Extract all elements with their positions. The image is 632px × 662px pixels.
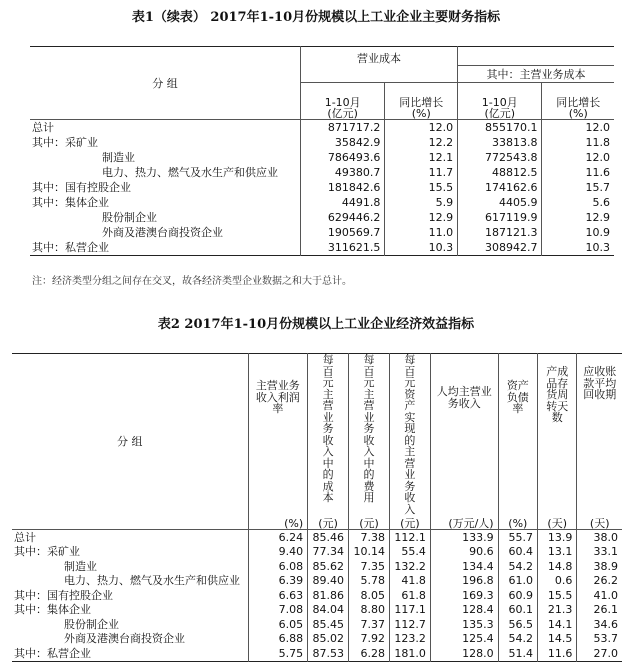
table1-row [30,150,614,165]
table2-group-header: 分 组 [117,435,143,448]
table-cell: 855170.1 [458,120,542,136]
table2-row [12,646,622,661]
table1-col-group-main-cost: 其中：主营业务成本 [458,66,614,83]
row-label: 其中：集体企业 [14,603,91,617]
table-cell: 169.3 [430,588,498,603]
table-cell: 4491.8 [301,195,385,210]
table2-unit: (天) [538,515,577,530]
table2-row [12,632,622,647]
table-cell: 871717.2 [301,120,385,136]
table-cell: 85.46 [308,530,349,545]
table-cell: 11.6 [542,165,614,180]
table-cell: 4405.9 [458,195,542,210]
table-cell: 13.1 [538,545,577,560]
table-cell: 181.0 [389,646,430,661]
table2-unit: (万元/人) [430,515,498,530]
row-label: 其中：采矿业 [14,545,80,559]
table-cell: 26.2 [577,574,622,589]
table2-header-per-capita: 人均主营业务收入 [430,354,498,516]
table-cell: 49380.7 [301,165,385,180]
table-cell: 8.05 [349,588,390,603]
table-cell: 6.28 [349,646,390,661]
table-cell: 54.2 [498,632,537,647]
table-cell: 89.40 [308,574,349,589]
table1-col-group-cost: 营业成本 [301,47,458,83]
table2-header-profit-rate: 主营业务收入利润率 [248,354,308,516]
table-cell: 14.1 [538,617,577,632]
table-cell: 77.34 [308,545,349,560]
row-label: 制造业 [102,151,135,164]
table-cell: 5.78 [349,574,390,589]
table-cell: 181842.6 [301,180,385,195]
row-label: 其中：私营企业 [14,646,91,660]
table-cell: 5.6 [542,195,614,210]
table-cell: 53.7 [577,632,622,647]
table-cell: 6.63 [248,588,308,603]
table-cell: 85.02 [308,632,349,647]
table-cell: 87.53 [308,646,349,661]
table1-note: 注：经济类型分组之间存在交叉，故各经济类型企业数据之和大于总计。 [32,276,352,287]
table-cell: 61.8 [389,588,430,603]
table2-row [12,545,622,560]
table1 [30,46,614,256]
row-label: 其中：集体企业 [32,196,109,209]
table-cell: 11.7 [385,165,458,180]
table-cell: 26.1 [577,603,622,618]
table-cell: 15.7 [542,180,614,195]
row-label: 其中：国有控股企业 [14,588,113,602]
table1-row [30,180,614,195]
table-cell: 196.8 [430,574,498,589]
table-cell: 10.9 [542,225,614,240]
table-cell: 55.4 [389,545,430,560]
table-cell: 84.04 [308,603,349,618]
table1-group-header: 分 组 [152,76,178,90]
table-cell: 60.9 [498,588,537,603]
table-cell: 8.80 [349,603,390,618]
table2-row [12,559,622,574]
table1-row [30,135,614,150]
table-cell: 14.5 [538,632,577,647]
table2-row [12,574,622,589]
table-cell: 629446.2 [301,210,385,225]
table-cell: 15.5 [538,588,577,603]
table2-unit: (%) [498,515,537,530]
table-cell: 133.9 [430,530,498,545]
table-cell: 174162.6 [458,180,542,195]
table2-unit: (天) [577,515,622,530]
table-cell: 6.08 [248,559,308,574]
table-cell: 10.3 [542,240,614,256]
table-cell: 33813.8 [458,135,542,150]
table2-header-asset-revenue: 每百元资产实现的主营业务收入 [389,354,430,516]
table2-row [12,588,622,603]
table-cell: 41.8 [389,574,430,589]
table-cell: 35842.9 [301,135,385,150]
table1-row [30,210,614,225]
table-cell: 12.0 [542,150,614,165]
table2-header-expense: 每百元主营业务收入中的费用 [349,354,390,516]
table2-unit: (元) [308,515,349,530]
table-cell: 56.5 [498,617,537,632]
table-cell: 33.1 [577,545,622,560]
table-cell: 6.24 [248,530,308,545]
row-label: 外商及港澳台商投资企业 [102,226,223,239]
table-cell: 27.0 [577,646,622,661]
table-cell: 5.75 [248,646,308,661]
table2 [12,353,622,662]
table-cell: 12.1 [385,150,458,165]
table-cell: 90.6 [430,545,498,560]
row-label: 总计 [14,530,36,544]
table-cell: 61.0 [498,574,537,589]
table-cell: 11.0 [385,225,458,240]
table-cell: 772543.8 [458,150,542,165]
table-cell: 0.6 [538,574,577,589]
table-cell: 311621.5 [301,240,385,256]
table-cell: 7.37 [349,617,390,632]
table-cell: 132.2 [389,559,430,574]
table-cell: 15.5 [385,180,458,195]
table-cell: 786493.6 [301,150,385,165]
table-cell: 11.8 [542,135,614,150]
table-cell: 6.39 [248,574,308,589]
table2-row [12,530,622,545]
table1-row [30,240,614,256]
table-cell: 190569.7 [301,225,385,240]
table-cell: 187121.3 [458,225,542,240]
table1-header-1-10: 1-10月 (亿元) [301,83,385,120]
row-label: 其中：采矿业 [32,136,98,149]
table1-row [30,120,614,136]
table-cell: 34.6 [577,617,622,632]
table2-title: 表2 2017年1-10月份规模以上工业企业经济效益指标 [157,317,475,332]
table-cell: 7.92 [349,632,390,647]
table-cell: 7.35 [349,559,390,574]
table-cell: 12.0 [542,120,614,136]
table1-header-growth-b: 同比增长 (%) [542,83,614,120]
table1-row [30,165,614,180]
row-label: 其中：私营企业 [32,241,109,254]
table-cell: 85.45 [308,617,349,632]
table-cell: 617119.9 [458,210,542,225]
table-cell: 51.4 [498,646,537,661]
table2-header-debt-ratio: 资产负债率 [498,354,537,516]
table1-header-1-10-b: 1-10月 (亿元) [458,83,542,120]
table-cell: 135.3 [430,617,498,632]
table-cell: 12.9 [542,210,614,225]
table-cell: 10.3 [385,240,458,256]
table-cell: 55.7 [498,530,537,545]
table-cell: 60.1 [498,603,537,618]
table-cell: 9.40 [248,545,308,560]
table-cell: 5.9 [385,195,458,210]
table-cell: 12.9 [385,210,458,225]
row-label: 总计 [32,121,54,134]
table-cell: 134.4 [430,559,498,574]
table-cell: 81.86 [308,588,349,603]
table-cell: 128.4 [430,603,498,618]
table2-header-receivable-days: 应收账款平均回收期 [577,354,622,516]
table2-unit: (元) [389,515,430,530]
table1-header-growth: 同比增长 (%) [385,83,458,120]
table-cell: 112.1 [389,530,430,545]
row-label: 股份制企业 [64,617,119,631]
table1-row [30,225,614,240]
table-cell: 10.14 [349,545,390,560]
row-label: 股份制企业 [102,211,157,224]
row-label: 制造业 [64,559,97,573]
table-cell: 308942.7 [458,240,542,256]
table2-row [12,617,622,632]
table2-header-inventory-days: 产成品存货周转天数 [538,354,577,516]
row-label: 外商及港澳台商投资企业 [64,632,185,646]
table-cell: 14.8 [538,559,577,574]
row-label: 其中：国有控股企业 [32,181,131,194]
table-cell: 21.3 [538,603,577,618]
table2-header-cost: 每百元主营业务收入中的成本 [308,354,349,516]
table-cell: 7.08 [248,603,308,618]
table-cell: 38.0 [577,530,622,545]
row-label: 电力、热力、燃气及水生产和供应业 [64,574,240,588]
table-cell: 38.9 [577,559,622,574]
table-cell: 85.62 [308,559,349,574]
table-cell: 117.1 [389,603,430,618]
table-cell: 6.05 [248,617,308,632]
table-cell: 12.0 [385,120,458,136]
table-cell: 6.88 [248,632,308,647]
row-label: 电力、热力、燃气及水生产和供应业 [102,166,278,179]
table-cell: 7.38 [349,530,390,545]
table-cell: 123.2 [389,632,430,647]
table-cell: 12.2 [385,135,458,150]
table-cell: 60.4 [498,545,537,560]
table2-unit: (%) [248,515,308,530]
table-cell: 54.2 [498,559,537,574]
table2-row [12,603,622,618]
table-cell: 125.4 [430,632,498,647]
table1-title: 表1（续表） 2017年1-10月份规模以上工业企业主要财务指标 [131,10,501,25]
table-cell: 11.6 [538,646,577,661]
table2-unit: (元) [349,515,390,530]
table-cell: 48812.5 [458,165,542,180]
table-cell: 112.7 [389,617,430,632]
table-cell: 128.0 [430,646,498,661]
table1-row [30,195,614,210]
table-cell: 41.0 [577,588,622,603]
table-cell: 13.9 [538,530,577,545]
